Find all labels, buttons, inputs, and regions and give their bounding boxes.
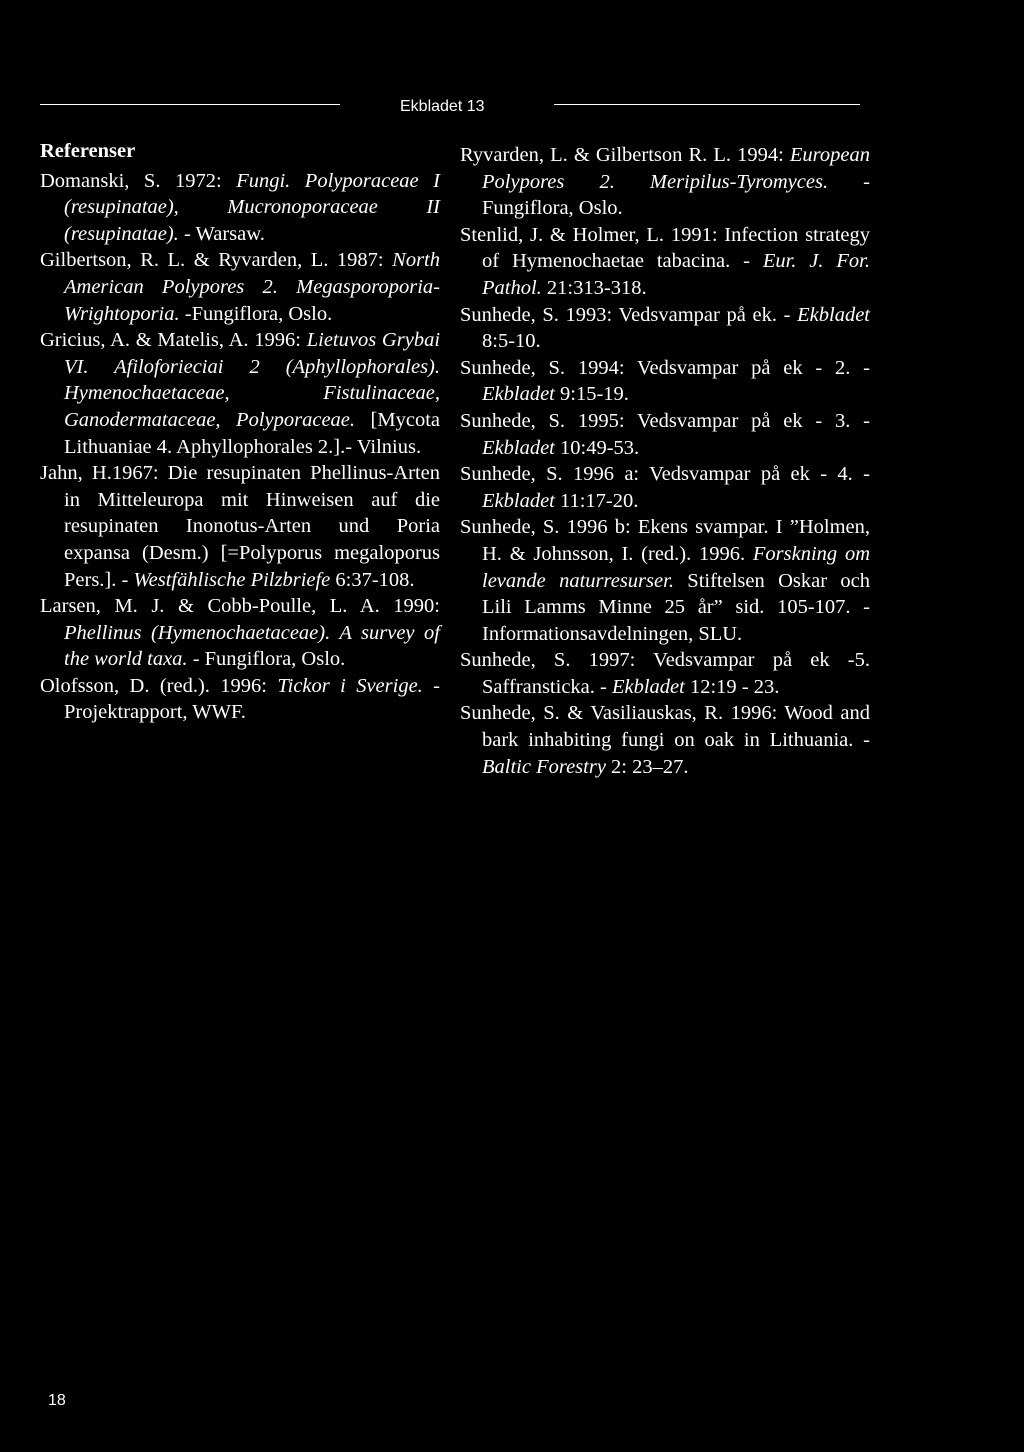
reference-entry: Larsen, M. J. & Cobb-Poulle, L. A. 1990: Phellinus (Hymenochaetaceae). A survey of the world taxa. - Fungiflora, Oslo. (40, 595, 440, 671)
running-header: Ekbladet 13 (400, 98, 485, 115)
reference-entry: Domanski, S. 1972: Fungi. Polyporaceae I (resupinatae), Mucronoporaceae II (resupinatae). - Warsaw. (40, 169, 440, 245)
page-number: 18 (48, 1392, 66, 1409)
reference-entry: Olofsson, D. (red.). 1996: Tickor i Sverige. - Projektrapport, WWF. (40, 674, 440, 724)
reference-entry: Sunhede, S. & Vasiliauskas, R. 1996: Wood and bark inhabiting fungi on oak in Lithuania. - Baltic Forestry 2: 23–27. (460, 702, 870, 778)
header-rule-left (40, 104, 340, 105)
reference-entry: Jahn, H.1967: Die resupinaten Phellinus-Arten in Mitteleuropa mit Hinweisen auf die resupinaten Inonotus-Arten und Poria expansa (Desm.) [=Polyporus megaloporus Pers.]. - Westfählische Pilzbriefe 6:37-108. (40, 462, 440, 591)
reference-entry: Sunhede, S. 1993: Vedsvampar på ek. - Ekbladet 8:5-10. (460, 303, 870, 353)
reference-entry: Sunhede, S. 1996 b: Ekens svampar. I ”Holmen, H. & Johnsson, I. (red.). 1996. Forskning om levande naturresurser. Stiftelsen Oskar och Lili Lamms Minne 25 år” sid. 105-107. - Informationsavdelningen, SLU. (460, 516, 870, 645)
reference-entry: Ryvarden, L. & Gilbertson R. L. 1994: European Polypores 2. Meripilus-Tyromyces. - Fungiflora, Oslo. (460, 144, 870, 220)
header-rule-right (554, 104, 860, 105)
left-column (40, 138, 440, 726)
reference-entry: Sunhede, S. 1997: Vedsvampar på ek -5. Saffransticka. - Ekbladet 12:19 - 23. (460, 649, 870, 698)
right-column (460, 142, 870, 780)
reference-entry: Gricius, A. & Matelis, A. 1996: Lietuvos Grybai VI. Afiloforieciai 2 (Aphyllophorales). Hymenochaetaceae, Fistulinaceae, Ganodermataceae, Polyporaceae. [Mycota Lithuaniae 4. Aphyllophorales 2.].- Vilnius. (40, 329, 441, 458)
reference-entry: Sunhede, S. 1994: Vedsvampar på ek - 2. - Ekbladet 9:15-19. (460, 356, 870, 406)
reference-entry: Sunhede, S. 1996 a: Vedsvampar på ek - 4. - Ekbladet 11:17-20. (460, 463, 870, 512)
references-heading: Referenser (40, 140, 136, 162)
reference-entry: Sunhede, S. 1995: Vedsvampar på ek - 3. - Ekbladet 10:49-53. (460, 409, 870, 459)
reference-entry: Gilbertson, R. L. & Ryvarden, L. 1987: North American Polypores 2. Megasporoporia-Wrightoporia. -Fungiflora, Oslo. (40, 249, 440, 325)
reference-entry: Stenlid, J. & Holmer, L. 1991: Infection strategy of Hymenochaetae tabacina. - Eur. J. For. Pathol. 21:313-318. (460, 223, 870, 299)
